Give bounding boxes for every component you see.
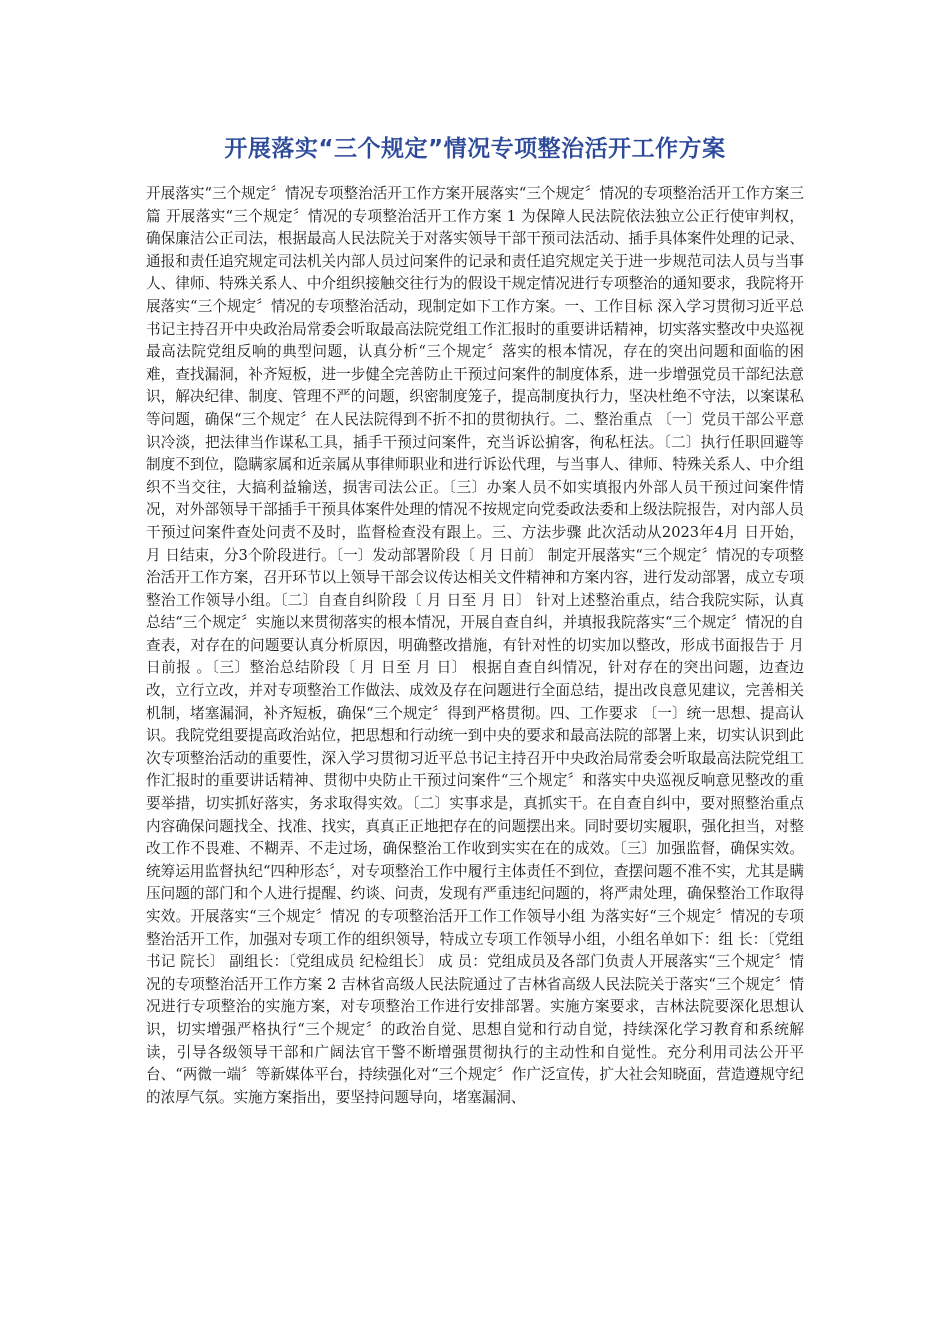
document-title: 开展落实“三个规定”情况专项整治活开工作方案 bbox=[224, 136, 726, 162]
document-body: 开展落实“三个规定〞情况专项整治活开工作方案开展落实“三个规定〞情况的专项整治活开工作方案三篇 开展落实“三个规定〞情况的专项整治活开工作方案 1 为保障人民法院依法独立公正行使审判权，确保廉洁公正司法，根据最高人民法院关于对落实领导干部干预司法活动、插手具体案件处理的记录、通报和责任追究规定司法机关内部人员过问案件的记录和责任追究规定关于进一步规范司法人员与当事人、律师、特殊关系人、中介组织接触交往行为的假设干规定情况进行专项整治的通知要求，我院将开展落实“三个规定〞情况的专项整治活动，现制定如下工作方案。一、工作目标 深入学习贯彻习近平总书记主持召开中央政治局常委会听取最高法院党组工作汇报时的重要讲话精神，切实落实整改中央巡视最高法院党组反响的典型问题，认真分析“三个规定〞落实的根本情况，存在的突出问题和面临的困难，查找漏洞，补齐短板，进一步健全完善防止干预过问案件的制度体系，进一步增强党员干部纪法意识，解决纪律、制度、管理不严的问题，织密制度笼子，提高制度执行力，坚决杜绝不守法，以案谋私等问题，确保“三个规定〞在人民法院得到不折不扣的贯彻执行。二、整治重点 〔一〕党员干部公平意识冷淡，把法律当作谋私工具，插手干预过问案件，充当诉讼掮客，徇私枉法。〔二〕执行任职回避等制度不到位，隐瞒家属和近亲属从事律师职业和进行诉讼代理，与当事人、律师、特殊关系人、中介组织不当交往，大搞利益输送，损害司法公正。〔三〕办案人员不如实填报内外部人员干预过问案件情况，对外部领导干部插手干预具体案件处理的情况不按规定向党委政法委和上级法院报告，对内部人员干预过问案件查处问责不及时，监督检查没有跟上。三、方法步骤 此次活动从2023年4月 日开始， 月 日结束，分3个阶段进行。〔一〕发动部署阶段〔 月 日前〕 制定开展落实“三个规定〞情况的专项整治活开工作方案，召开环节以上领导干部会议传达相关文件精神和方案内容，进行发动部署，成立专项整治工作领导小组。〔二〕自查自纠阶段〔 月 日至 月 日〕 针对上述整治重点，结合我院实际，认真总结“三个规定〞实施以来贯彻落实的根本情况，开展自查自纠，并填报我院落实“三个规定〞情况的自查表，对存在的问题要认真分析原因，明确整改措施，有针对性的切实加以整改，形成书面报告于 月 日前报 。〔三〕整治总结阶段〔 月 日至 月 日〕 根据自查自纠情况，针对存在的突出问题，边查边改，立行立改，并对专项整治工作做法、成效及存在问题进行全面总结，提出改良意见建议，完善相关机制，堵塞漏洞，补齐短板，确保“三个规定〞得到严格贯彻。四、工作要求 〔一〕统一思想、提高认识。我院党组要提高政治站位，把思想和行动统一到中央的要求和最高法院的部署上来，切实认识到此次专项整治活动的重要性，深入学习贯彻习近平总书记主持召开中央政治局常委会听取最高法院党组工作汇报时的重要讲话精神、贯彻中央防止干预过问案件“三个规定〞和落实中央巡视反响意见整改的重要举措，切实抓好落实，务求取得实效。〔二〕实事求是，真抓实干。在自查自纠中，要对照整治重点内容确保问题找全、找准、找实，真真正正地把存在的问题摆出来。同时要切实履职，强化担当，对整改工作不畏难、不糊弄、不走过场，确保整治工作收到实实在在的成效。〔三〕加强监督，确保实效。统筹运用监督执纪“四种形态〞，对专项整治工作中履行主体责任不到位，查摆问题不准不实，尤其是瞒压问题的部门和个人进行提醒、约谈、问责，发现有严重违纪问题的，将严肃处理，确保整治工作取得实效。开展落实“三个规定〞情况 的专项整治活开工作工作领导小组 为落实好“三个规定〞情况的专项整治活开工作，加强对专项工作的组织领导，特成立专项工作领导小组，小组名单如下：组 长：〔党组书记 院长〕 副组长：〔党组成员 纪检组长〕 成 员：党组成员及各部门负责人开展落实“三个规定〞情况的专项整治活开工作方案 2 吉林省高级人民法院通过了吉林省高级人民法院关于落实“三个规定〞情况进行专项整治的实施方案，对专项整治工作进行安排部署。实施方案要求，吉林法院要深化思想认识，切实增强严格执行“三个规定〞的政治自觉、思想自觉和行动自觉，持续深化学习教育和系统解读，引导各级领导干部和广阔法官干警不断增强贯彻执行的主动性和自觉性。充分利用司法公开平台、“两微一端〞等新媒体平台，持续强化对“三个规定〞作广泛宣传，扩大社会知晓面，营造遵规守纪的浓厚气氛。实施方案指出，要坚持问题导向，堵塞漏洞、 bbox=[146, 185, 804, 1106]
